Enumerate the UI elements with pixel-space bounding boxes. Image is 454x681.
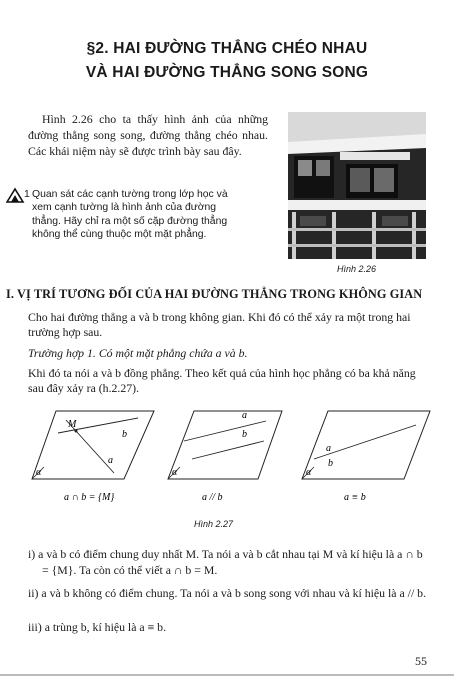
item-iii-wrap — [28, 620, 432, 636]
fig2-label-a: a — [242, 410, 247, 421]
fig1-relation: a ∩ b = {M} — [64, 492, 115, 503]
photo-caption: Hình 2.26 — [337, 264, 377, 274]
fig3-label-b: b — [328, 458, 333, 469]
figure-caption: Hình 2.27 — [194, 519, 234, 529]
case-1-text: Trường hợp 1. Có một mặt phẳng chứa a và b. — [28, 346, 248, 360]
figure-2-27 — [26, 403, 436, 513]
figure-intersecting — [32, 411, 154, 479]
activity-text: Quan sát các cạnh tường trong lớp học và xem cạnh tường là hình ảnh của đường thẳng. Hãy chỉ ra một số cặp đường thẳng không thể cùng thuộc một mặt phẳng. — [32, 189, 228, 241]
page-title-line1: §2. HAI ĐƯỜNG THẲNG CHÉO NHAU — [86, 40, 368, 57]
bottom-rule — [0, 674, 454, 676]
section-paragraph-2: Khi đó ta nói a và b đồng phẳng. Theo kết quả của hình học phẳng có ba khả năng sau đây xảy ra (h.2.27). — [28, 366, 416, 395]
fig1-label-m: M — [68, 419, 77, 430]
fig2-label-b: b — [242, 429, 247, 440]
figures-svg — [26, 403, 436, 513]
fig2-label-alpha: α — [172, 467, 178, 478]
fig1-label-b: b — [122, 429, 127, 440]
fig3-label-alpha: α — [306, 467, 312, 478]
fig2-line-a — [184, 421, 266, 441]
activity-number: 1 — [24, 189, 30, 200]
figure-parallel — [168, 410, 282, 479]
fig2-line-b — [192, 441, 264, 459]
fig1-label-a: a — [108, 455, 113, 466]
fig1-label-alpha: α — [36, 467, 42, 478]
item-iii: iii) a trùng b, kí hiệu là a ≡ b. — [28, 620, 167, 634]
item-ii-wrap — [28, 586, 432, 602]
page-title-line2: VÀ HAI ĐƯỜNG THẲNG SONG SONG — [85, 64, 369, 81]
fig3-label-a: a — [326, 443, 331, 454]
intro-paragraph: Hình 2.26 cho ta thấy hình ảnh của những đường thẳng song song, đường thẳng chéo nhau. Các khái niệm này sẽ được trình bày sau đây. — [28, 112, 268, 158]
figure-coincident — [302, 411, 430, 479]
item-i: i) a và b có điểm chung duy nhất M. Ta nói a và b cắt nhau tại M và kí hiệu là a ∩ b = {M}. Ta còn có thể viết a ∩ b = M. — [28, 547, 423, 577]
item-i-wrap — [28, 547, 432, 578]
item-ii: ii) a và b không có điểm chung. Ta nói a và b song song với nhau và kí hiệu là a // b. — [28, 586, 427, 600]
fig2-relation: a // b — [202, 492, 223, 503]
building-photo — [288, 112, 426, 259]
fig3-relation: a ≡ b — [344, 492, 366, 503]
section-paragraph-1: Cho hai đường thẳng a và b trong không gian. Khi đó có thể xảy ra một trong hai trường hợp sau. — [28, 310, 411, 339]
page-number: 55 — [415, 654, 427, 668]
section-heading: I. VỊ TRÍ TƯƠNG ĐỐI CỦA HAI ĐƯỜNG THẲNG TRONG KHÔNG GIAN — [6, 287, 423, 301]
